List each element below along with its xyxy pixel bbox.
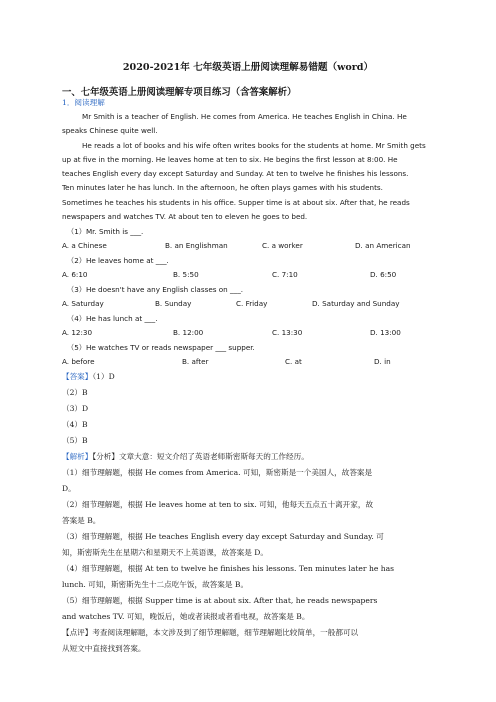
option-d: D. 6:50 [370, 270, 397, 279]
option-a: A. 6:10 [62, 270, 88, 279]
analysis-line: （3）细节理解题，根据 He teaches English every day except Saturday and Sunday. 可 [62, 532, 384, 541]
analysis-summary: 【分析】文章大意：短文介绍了英语老师斯密斯每天的工作经历。 [92, 452, 309, 461]
answer-item: （4）B [62, 420, 88, 429]
answer-item: （3）D [62, 404, 89, 413]
question-label: 1．阅读理解 [62, 98, 105, 107]
question-stem: （3）He doesn't have any English classes on ___. [67, 285, 244, 294]
option-b: B. 5:50 [173, 270, 199, 279]
option-a: A. before [62, 357, 95, 366]
option-b: B. after [182, 357, 209, 366]
analysis-line: and watches TV. 可知，晚饭后，她或者读报或者看电视，故答案是 B。 [62, 612, 310, 621]
option-b: B. 12:00 [173, 328, 204, 337]
question-stem: （2）He leaves home at ___. [67, 256, 169, 265]
option-c: C. a worker [262, 241, 303, 250]
analysis-line: lunch. 可知，斯密斯先生十二点吃午饭，故答案是 B。 [62, 580, 249, 589]
answer-item: （1）D [92, 372, 115, 381]
analysis-line: （2）细节理解题，根据 He leaves home at ten to six. 可知，他每天五点五十离开家，故 [62, 500, 374, 509]
passage-line: up at five in the morning. He leaves home at ten to six. He begins the first lesson at 8:00. He [62, 155, 398, 164]
analysis-line: （5）细节理解题，根据 Supper time is at about six. After that, he reads newspapers [62, 596, 378, 605]
option-c: C. Friday [236, 299, 268, 308]
passage-line: Sometimes he teaches his students in his office. Supper time is at about six. After that, he reads [62, 198, 410, 207]
option-a: A. 12:30 [62, 328, 93, 337]
option-b: B. Sunday [155, 299, 192, 308]
option-d: D. Saturday and Sunday [312, 299, 400, 308]
passage-line: He reads a lot of books and his wife often writes books for the students at home. Mr Smith gets [82, 141, 426, 150]
analysis-line: 从短文中直接找到答案。 [62, 644, 146, 653]
option-c: C. at [285, 357, 302, 366]
analysis-line: （1）细节理解题，根据 He comes from America. 可知，斯密斯是一个美国人，故答案是 [62, 468, 373, 477]
passage-line: speaks Chinese quite well. [62, 126, 158, 135]
answer-item: （5）B [62, 436, 88, 445]
document-title: 2020-2021年 七年级英语上册阅读理解易错题（word） [122, 62, 374, 73]
option-d: D. an American [355, 241, 411, 250]
option-c: C. 13:30 [272, 328, 303, 337]
analysis-line: 【点评】考查阅读理解题，本文涉及到了细节理解题，细节理解题比较简单，一般都可以 [62, 628, 359, 637]
passage-line: newspapers and watches TV. At about ten to eleven he goes to bed. [62, 212, 308, 221]
passage-line: teaches English every day except Saturday and Sunday. At ten to twelve he finishes his lessons. [62, 169, 409, 178]
option-d: D. in [374, 357, 391, 366]
answer-tag: 【答案】 [62, 372, 93, 381]
analysis-line [62, 452, 309, 461]
analysis-line: D。 [62, 484, 76, 493]
passage-line: Ten minutes later he has lunch. In the afternoon, he often plays games with his students. [62, 183, 383, 192]
analysis-line: 答案是 B。 [62, 516, 101, 525]
question-stem: （4）He has lunch at ___. [67, 314, 158, 323]
option-a: A. a Chinese [62, 241, 107, 250]
answer-item: （2）B [62, 388, 88, 397]
option-d: D. 13:00 [370, 328, 401, 337]
option-b: B. an Englishman [165, 241, 228, 250]
section-heading: 一、七年级英语上册阅读理解专项目练习（含答案解析） [62, 87, 297, 98]
question-stem: （5）He watches TV or reads newspaper ___ supper. [67, 343, 255, 352]
answer-line [62, 372, 115, 381]
option-a: A. Saturday [62, 299, 104, 308]
passage-line: Mr Smith is a teacher of English. He comes from America. He teaches English in China. He [82, 112, 407, 121]
analysis-line: （4）细节理解题，根据 At ten to twelve he finishes his lessons. Ten minutes later he has [62, 564, 395, 573]
option-c: C. 7:10 [272, 270, 298, 279]
analysis-line: 知，斯密斯先生在星期六和星期天不上英语课，故答案是 D。 [62, 548, 268, 557]
question-stem: （1）Mr. Smith is ___. [67, 227, 144, 236]
analysis-tag: 【解析】 [62, 452, 93, 461]
